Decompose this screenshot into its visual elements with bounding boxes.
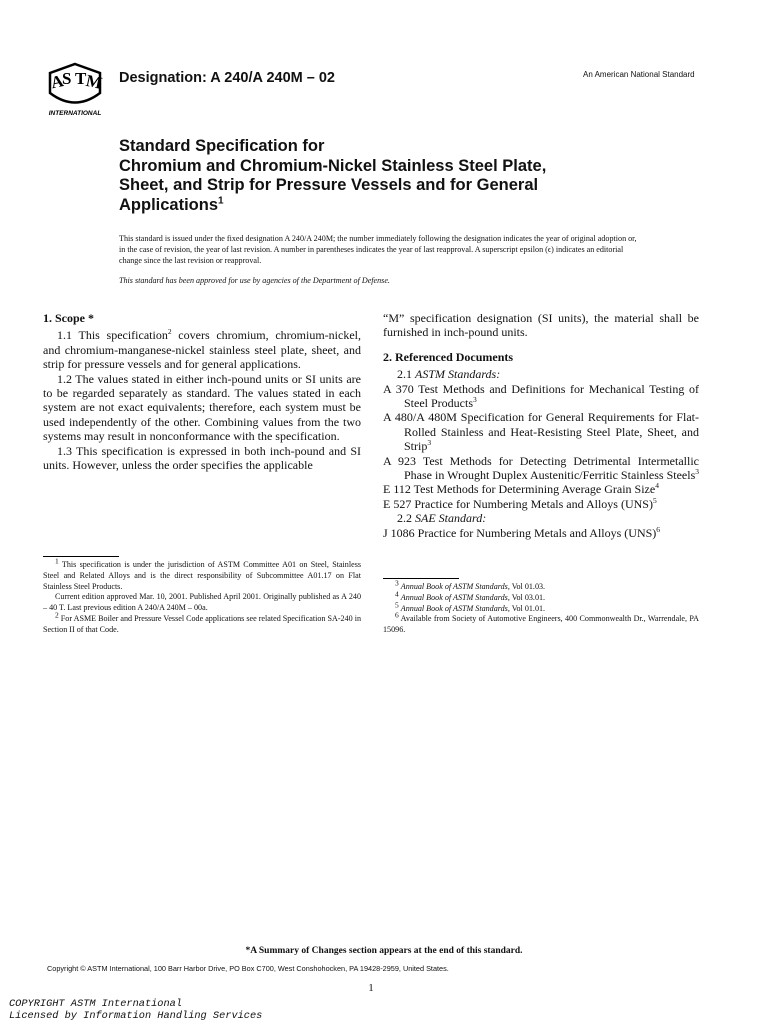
ref-a480: A 480/A 480M Specification for General Requirements for Flat-Rolled Stainless and Heat-Resisting Steel Plate, Sheet, and Strip$^3$ bbox=[383, 410, 699, 454]
designation: Designation: A 240/A 240M – 02 bbox=[119, 70, 335, 86]
scope-1-3: 1.3 This specification is expressed in both inch-pound and SI units. However, unless the order specifies the applicable bbox=[43, 443, 361, 473]
footnote-2: $^2$ For ASME Boiler and Pressure Vessel Code applications see related Specification SA-240 in Section II of that Code. bbox=[43, 610, 361, 634]
astm-logo bbox=[40, 60, 110, 118]
footnote-1: $^1$ This specification is under the jurisdiction of ASTM Committee A01 on Steel, Stainless Steel and Related Alloys and is the direct responsibility of Subcommittee A01.17 on Flat Stainless Steel Products. bbox=[43, 556, 361, 591]
ref-a923: A 923 Test Methods for Detecting Detrimental Intermetallic Phase in Wrought Duplex Austenitic/Ferritic Stainless Steels$^3$ bbox=[383, 453, 700, 483]
referenced-documents-heading: 2. Referenced Documents bbox=[383, 349, 514, 364]
title-line-4: Applications bbox=[119, 195, 219, 214]
left-column bbox=[43, 311, 361, 472]
summary-of-changes-note: *A Summary of Changes section appears at the end of this standard. bbox=[245, 946, 523, 956]
footnotes-left bbox=[43, 556, 361, 636]
national-standard-label: An American National Standard bbox=[583, 70, 695, 79]
ref-j1086: J 1086 Practice for Numbering Metals and Alloys (UNS)$^6$ bbox=[383, 524, 661, 540]
page-number: 1 bbox=[368, 982, 374, 994]
document-title bbox=[119, 137, 639, 215]
footnote-6: $^6$ Available from Society of Automotive Engineers, 400 Commonwealth Dr., Warrendale, PA 15096. bbox=[383, 610, 699, 635]
right-column bbox=[383, 311, 699, 540]
title-line-2: Chromium and Chromium-Nickel Stainless Steel Plate, bbox=[119, 156, 547, 175]
scope-1-1: 1.1 This specification$^2$ covers chromium, chromium-nickel, and chromium-manganese-nickel stainless steel plate, sheet, and strip for pressure vessels and for general applications. bbox=[43, 327, 361, 372]
footnote-5: $^5$ Annual Book of ASTM Standards, Vol 01.01. bbox=[395, 599, 546, 613]
ref-e527: E 527 Practice for Numbering Metals and Alloys (UNS)$^5$ bbox=[383, 495, 657, 511]
title-footnote-ref: 1 bbox=[218, 195, 224, 206]
svg-text:A: A bbox=[49, 71, 66, 93]
copyright-notice: Copyright © ASTM International, 100 Barr Harbor Drive, PO Box C700, West Conshohocken, PA 19428-2959, United States. bbox=[47, 964, 449, 973]
astm-standards-label: 2.1 ASTM Standards: bbox=[397, 367, 501, 382]
svg-text:T: T bbox=[75, 69, 87, 88]
footnote-3: $^3$ Annual Book of ASTM Standards, Vol 01.03. bbox=[395, 578, 546, 591]
footnote-4: $^4$ Annual Book of ASTM Standards, Vol 03.01. bbox=[395, 589, 546, 602]
scope-1-2: 1.2 The values stated in either inch-pound units or SI units are to be regarded separately as standard. The values stated in each system are not exact equivalents; therefore, each system must be used independently of the other. Combining values from the two systems may result in nonconformance with the specification. bbox=[43, 371, 361, 444]
dod-approval-note: This standard has been approved for use by agencies of the Department of Defense. bbox=[119, 276, 390, 285]
title-line-1: Standard Specification for bbox=[119, 137, 325, 155]
ref-e112: E 112 Test Methods for Determining Average Grain Size$^4$ bbox=[383, 481, 659, 497]
issuance-note: This standard is issued under the fixed designation A 240/A 240M; the number immediately following the designation indicates the year of original adoption or, in the case of revision, the year of last revision. A number in parentheses indicates the year of last reapproval. A superscript epsilon (ϵ) indicates an editorial change since the last revision or reapproval. bbox=[119, 234, 637, 265]
sae-standard-label: 2.2 SAE Standard: bbox=[397, 511, 487, 526]
svg-text:S: S bbox=[62, 69, 72, 88]
scope-1-3-continued: “M” specification designation (SI units), the material shall be furnished in inch-pound units. bbox=[383, 311, 699, 340]
svg-text:M: M bbox=[84, 70, 104, 93]
ref-a370: A 370 Test Methods and Definitions for Mechanical Testing of Steel Products$^3$ bbox=[383, 381, 699, 411]
scope-heading: 1. Scope * bbox=[43, 311, 94, 325]
footnote-1-edition: Current edition approved Mar. 10, 2001. Published April 2001. Originally published as A 240 – 40 T. Last previous edition A 240/A 240M – 00a. bbox=[43, 592, 361, 613]
svg-text:INTERNATIONAL: INTERNATIONAL bbox=[48, 110, 102, 117]
license-stamp: COPYRIGHT ASTM International Licensed by Information Handling Services bbox=[9, 998, 263, 1022]
footnotes-right bbox=[383, 578, 699, 636]
title-line-3: Sheet, and Strip for Pressure Vessels and for General bbox=[119, 176, 539, 194]
